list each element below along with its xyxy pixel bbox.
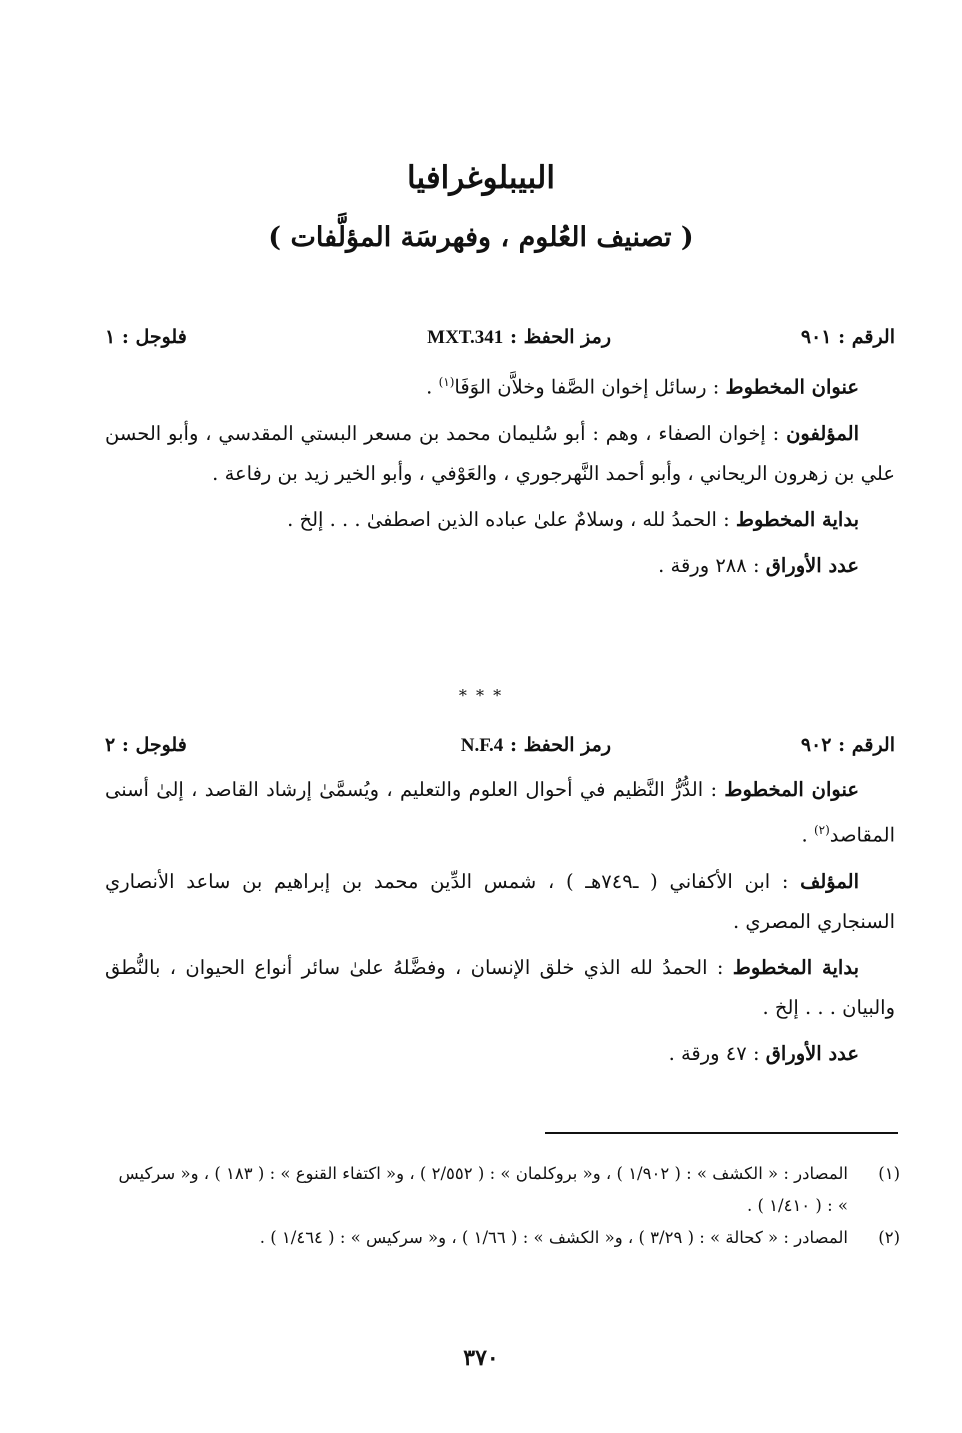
field-value: : الحمدُ لله الذي خلق الإنسان ، وفضَّلهُ علىٰ سائر أنواع الحيوان ، بالنُّطق والبيان . . . إلخ . — [105, 955, 895, 1019]
field-incipit — [105, 948, 895, 1028]
shelfmark — [427, 326, 611, 349]
field-value: : الحمدُ لله ، وسلامٌ علىٰ عباده الذين اصطفىٰ . . . إلخ . — [287, 507, 730, 531]
field-folio-count — [105, 1034, 895, 1074]
entry-number: الرقم : ٩٠٢ — [800, 734, 895, 756]
footnotes — [105, 1158, 900, 1254]
flugel-number: فلوجل : ١ — [105, 326, 187, 348]
footnote-2 — [105, 1222, 900, 1254]
field-label: المؤلفون — [786, 421, 859, 445]
field-tail: . — [801, 823, 814, 847]
entry-number: الرقم : ٩٠١ — [800, 326, 895, 348]
field-folio-count — [105, 546, 895, 586]
field-value: : ابن الأكفاني ( ـ٧٤٩هـ ) ، شمس الدِّين محمد بن إبراهيم بن ساعد الأنصاري السنجاري المصري . — [105, 869, 895, 933]
footnote-number: (١) — [878, 1164, 900, 1183]
field-authors — [105, 414, 895, 494]
shelfmark-label: رمز الحفظ : — [509, 326, 611, 348]
field-incipit — [105, 500, 895, 540]
shelfmark-value: MXT.341 — [427, 327, 504, 348]
section-separator: * * * — [458, 686, 504, 705]
flugel-number: فلوجل : ٢ — [105, 734, 187, 756]
field-label: بداية المخطوط — [735, 507, 859, 531]
footnote-number: (٢) — [878, 1228, 900, 1247]
field-tail: . — [426, 375, 439, 399]
field-author — [105, 862, 895, 942]
field-title — [105, 770, 895, 856]
footnote-ref: (١) — [438, 375, 455, 389]
footnote-ref: (٢) — [813, 823, 830, 837]
shelfmark-value: N.F.4 — [460, 735, 504, 756]
entry-meta-row — [105, 730, 895, 770]
manuscript-entry-901 — [105, 322, 895, 592]
footnote-divider — [545, 1132, 898, 1134]
manuscript-entry-902 — [105, 730, 895, 1080]
field-value: : الدُّرُّ النَّظيم في أحوال العلوم والتعليم ، ويُسمَّىٰ إرشاد القاصد ، إلىٰ أسنى المقاصد — [105, 778, 895, 847]
shelfmark-label: رمز الحفظ : — [509, 734, 611, 756]
field-label: بداية المخطوط — [732, 955, 860, 979]
field-label: المؤلف — [800, 869, 860, 893]
entry-meta-row — [105, 322, 895, 362]
field-value: : ٤٧ ورقة . — [668, 1041, 760, 1065]
footnote-text: المصادر : « الكشف » : ( ١/٩٠٢ ) ، و« بروكلمان » : ( ٢/٥٥٢ ) ، و« اكتفاء القنوع » : ( ١٨٣ ) ، و« سركيس » : ( ١/٤١٠ ) . — [118, 1164, 848, 1215]
page-title: البيبلوغرافيا — [407, 160, 555, 196]
field-label: عدد الأوراق — [765, 1041, 859, 1065]
field-label: عدد الأوراق — [765, 553, 859, 577]
field-value: : إخوان الصفاء ، وهم : أبو سُليمان محمد بن مسعر البستي المقدسي ، وأبو الحسن علي بن زهرون الريحاني ، وأبو أحمد النَّهرجوري ، والعَوْفي ، وأبو الخير زيد بن رفاعة . — [105, 421, 895, 485]
page-number: ٣٧٠ — [463, 1345, 499, 1371]
field-label: عنوان المخطوط — [724, 778, 859, 801]
field-title — [105, 362, 895, 408]
field-value: : رسائل إخوان الصَّفا وخلاَّن الوَفَا — [454, 375, 720, 399]
shelfmark — [461, 734, 611, 757]
page-subtitle: ( تصنيف العُلوم ، وفهرسَة المؤلَّفات ) — [268, 222, 694, 253]
footnote-1 — [105, 1158, 900, 1222]
field-label: عنوان المخطوط — [725, 375, 859, 399]
footnote-text: المصادر : « كحالة » : ( ٣/٢٩ ) ، و« الكشف » : ( ١/٦٦ ) ، و« سركيس » : ( ١/٤٦٤ ) . — [259, 1228, 848, 1247]
field-value: : ٢٨٨ ورقة . — [658, 553, 760, 577]
